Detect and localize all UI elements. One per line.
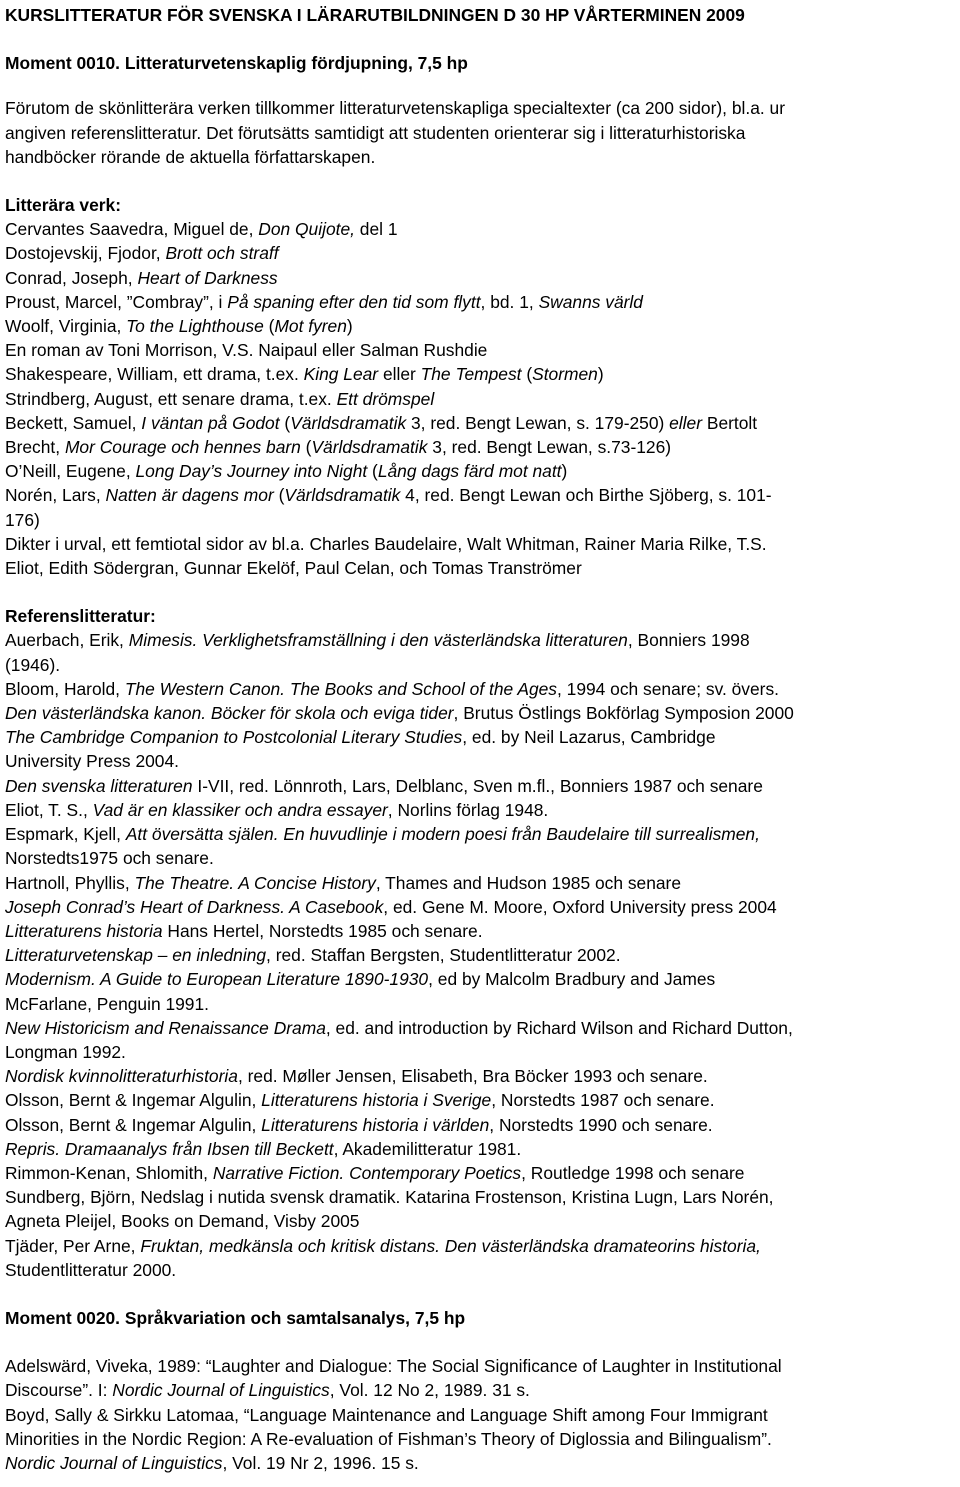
entry-text: ( bbox=[521, 364, 533, 385]
italic-title-text: Swanns värld bbox=[538, 291, 643, 312]
entry-text: Shakespeare, William, ett drama, t.ex. bbox=[5, 364, 304, 385]
italic-title-text: Ett drömspel bbox=[336, 388, 435, 409]
entry-text: del 1 bbox=[354, 219, 398, 240]
italic-title-text: Litteraturens historia bbox=[5, 920, 163, 941]
reference-line bbox=[5, 1354, 955, 1378]
italic-title-text: Litteraturvetenskap – en inledning bbox=[5, 945, 267, 966]
entry-text: , Bonniers 1998 bbox=[627, 630, 750, 651]
italic-title-text: eller bbox=[669, 412, 703, 433]
entry-text: , Vol. 12 No 2, 1989. 31 s. bbox=[329, 1380, 530, 1401]
italic-title-text: Mot fyren bbox=[274, 316, 347, 337]
reference-line bbox=[5, 749, 955, 773]
italic-title-text: Joseph Conrad’s Heart of Darkness. A Casebook bbox=[5, 896, 384, 917]
italic-title-text: Världsdramatik bbox=[311, 437, 428, 458]
reference-line bbox=[5, 1113, 955, 1137]
entry-text: ( bbox=[263, 316, 275, 337]
italic-title-text: Den västerländska kanon. Böcker för skola och eviga tider bbox=[5, 703, 454, 724]
entry-text: , Brutus Östlings Bokförlag Symposion 2000 bbox=[453, 703, 794, 724]
reference-line bbox=[5, 1064, 955, 1088]
reference-line bbox=[5, 1185, 955, 1209]
literary-works-heading: Litterära verk: bbox=[5, 195, 121, 216]
italic-title-text: Repris. Dramaanalys från Ibsen till Beckett bbox=[5, 1138, 334, 1159]
entry-text: Brecht, bbox=[5, 437, 65, 458]
entry-text: , Routledge 1998 och senare bbox=[521, 1162, 745, 1183]
entry-text: , Norstedts 1987 och senare. bbox=[491, 1090, 715, 1111]
entry-text: 176) bbox=[5, 509, 40, 530]
entry-text: ) bbox=[561, 461, 568, 482]
literary-work-line bbox=[5, 508, 955, 532]
reference-line bbox=[5, 798, 955, 822]
entry-text: Eliot, T. S., bbox=[5, 799, 93, 820]
entry-text: ( bbox=[367, 461, 378, 482]
entry-text: Discourse”. I: bbox=[5, 1380, 113, 1401]
reference-line bbox=[5, 846, 955, 870]
literary-work-line bbox=[5, 266, 955, 290]
entry-text: , Norlins förlag 1948. bbox=[387, 799, 549, 820]
intro-line: Förutom de skönlitterära verken tillkommer litteraturvetenskapliga specialtexter (ca 200 sidor), bl.a. ur bbox=[5, 98, 786, 119]
entry-text: Olsson, Bernt & Ingemar Algulin, bbox=[5, 1114, 262, 1135]
italic-title-text: I väntan på Godot bbox=[141, 412, 280, 433]
italic-title-text: Modernism. A Guide to European Literature 1890-1930 bbox=[5, 969, 429, 990]
moment-2-reference-list bbox=[5, 1354, 955, 1475]
reference-line bbox=[5, 1234, 955, 1258]
literary-work-line bbox=[5, 387, 955, 411]
reference-line bbox=[5, 1258, 955, 1282]
entry-text: , ed. and introduction by Richard Wilson and Richard Dutton, bbox=[325, 1017, 793, 1038]
entry-text: Olsson, Bernt & Ingemar Algulin, bbox=[5, 1090, 262, 1111]
entry-text: Norén, Lars, bbox=[5, 485, 106, 506]
reference-line bbox=[5, 871, 955, 895]
reference-line bbox=[5, 725, 955, 749]
italic-title-text: Världsdramatik bbox=[290, 412, 407, 433]
reference-line bbox=[5, 943, 955, 967]
reference-line bbox=[5, 1161, 955, 1185]
reference-line bbox=[5, 774, 955, 798]
italic-title-text: Vad är en klassiker och andra essayer bbox=[92, 799, 388, 820]
italic-title-text: Nordisk kvinnolitteraturhistoria bbox=[5, 1066, 238, 1087]
intro-line: angiven referenslitteratur. Det förutsätts samtidigt att studenten orienterar sig i litteraturhistoriska bbox=[5, 122, 746, 143]
reference-line bbox=[5, 1016, 955, 1040]
moment-1-heading: Moment 0010. Litteraturvetenskaplig fördjupning, 7,5 hp bbox=[5, 53, 468, 74]
italic-title-text: Mimesis. Verklighetsframställning i den västerländska litteraturen bbox=[128, 630, 628, 651]
reference-line bbox=[5, 967, 955, 991]
entry-text: Woolf, Virginia, bbox=[5, 316, 127, 337]
entry-text: Bertolt bbox=[702, 412, 758, 433]
literary-work-line bbox=[5, 459, 955, 483]
reference-literature-list bbox=[5, 628, 955, 1281]
entry-text: , Vol. 19 Nr 2, 1996. 15 s. bbox=[222, 1452, 419, 1473]
entry-text: Bloom, Harold, bbox=[5, 678, 125, 699]
entry-text: Dikter i urval, ett femtiotal sidor av bl.a. Charles Baudelaire, Walt Whitman, Rainer Maria Rilke, T.S. bbox=[5, 533, 767, 554]
literary-work-line bbox=[5, 314, 955, 338]
italic-title-text: The Tempest bbox=[420, 364, 522, 385]
entry-text: , bd. 1, bbox=[480, 291, 539, 312]
entry-text: Norstedts1975 och senare. bbox=[5, 848, 214, 869]
reference-line bbox=[5, 1451, 955, 1475]
reference-line bbox=[5, 822, 955, 846]
reference-line bbox=[5, 1427, 955, 1451]
italic-title-text: Stormen bbox=[532, 364, 598, 385]
entry-text: 3, red. Bengt Lewan, s.73-126) bbox=[427, 437, 672, 458]
entry-text: Espmark, Kjell, bbox=[5, 824, 126, 845]
entry-text: 3, red. Bengt Lewan, s. 179-250) bbox=[406, 412, 670, 433]
document-title: KURSLITTERATUR FÖR SVENSKA I LÄRARUTBILDNINGEN D 30 HP VÅRTERMINEN 2009 bbox=[5, 5, 745, 25]
entry-text: Eliot, Edith Södergran, Gunnar Ekelöf, Paul Celan, och Tomas Tranströmer bbox=[5, 558, 582, 579]
italic-title-text: Mor Courage och hennes barn bbox=[64, 437, 301, 458]
literary-works-list bbox=[5, 217, 955, 580]
entry-text: , Akademilitteratur 1981. bbox=[333, 1138, 522, 1159]
entry-text: 4, red. Bengt Lewan och Birthe Sjöberg, s. 101- bbox=[400, 485, 772, 506]
italic-title-text: Heart of Darkness bbox=[137, 267, 278, 288]
entry-text: , ed. by Neil Lazarus, Cambridge bbox=[462, 727, 716, 748]
reference-line bbox=[5, 1378, 955, 1402]
entry-text: ( bbox=[300, 437, 312, 458]
entry-text: Dostojevskij, Fjodor, bbox=[5, 243, 166, 264]
italic-title-text: Lång dags färd mot natt bbox=[377, 461, 562, 482]
intro-line: handböcker rörande de aktuella författarskapen. bbox=[5, 146, 376, 167]
reference-line bbox=[5, 1209, 955, 1233]
entry-text: Conrad, Joseph, bbox=[5, 267, 138, 288]
italic-title-text: The Western Canon. The Books and School of the Ages bbox=[124, 678, 557, 699]
moment-2-heading: Moment 0020. Språkvariation och samtalsanalys, 7,5 hp bbox=[5, 1307, 466, 1328]
entry-text: , red. Staffan Bergsten, Studentlitteratur 2002. bbox=[266, 945, 621, 966]
reference-line bbox=[5, 919, 955, 943]
italic-title-text: To the Lighthouse bbox=[126, 316, 264, 337]
italic-title-text: The Theatre. A Concise History bbox=[134, 872, 376, 893]
reference-line bbox=[5, 628, 955, 652]
entry-text: , Norstedts 1990 och senare. bbox=[489, 1114, 713, 1135]
entry-text: Rimmon-Kenan, Shlomith, bbox=[5, 1162, 213, 1183]
italic-title-text: Nordic Journal of Linguistics bbox=[112, 1380, 330, 1401]
italic-title-text: På spaning efter den tid som flytt bbox=[227, 291, 481, 312]
entry-text: Sundberg, Björn, Nedslag i nutida svensk dramatik. Katarina Frostenson, Kristina Lugn, Lars Norén, bbox=[5, 1187, 774, 1208]
entry-text: Beckett, Samuel, bbox=[5, 412, 142, 433]
literary-work-line bbox=[5, 556, 955, 580]
italic-title-text: Världsdramatik bbox=[284, 485, 401, 506]
entry-text: Auerbach, Erik, bbox=[5, 630, 129, 651]
literary-work-line bbox=[5, 241, 955, 265]
literary-work-line bbox=[5, 435, 955, 459]
italic-title-text: Fruktan, medkänsla och kritisk distans. Den västerländska dramateorins historia, bbox=[140, 1235, 761, 1256]
italic-title-text: The Cambridge Companion to Postcolonial Literary Studies bbox=[5, 727, 463, 748]
entry-text: (1946). bbox=[5, 654, 61, 675]
italic-title-text: Don Quijote, bbox=[258, 219, 355, 240]
italic-title-text: Litteraturens historia i Sverige bbox=[261, 1090, 492, 1111]
entry-text: ) bbox=[597, 364, 604, 385]
entry-text: , ed. Gene M. Moore, Oxford University press 2004 bbox=[383, 896, 777, 917]
italic-title-text: Brott och straff bbox=[165, 243, 279, 264]
entry-text: ) bbox=[346, 316, 353, 337]
literary-work-line bbox=[5, 483, 955, 507]
entry-text: Agneta Pleijel, Books on Demand, Visby 2005 bbox=[5, 1211, 360, 1232]
italic-title-text: Den svenska litteraturen bbox=[5, 775, 193, 796]
entry-text: Cervantes Saavedra, Miguel de, bbox=[5, 219, 259, 240]
reference-line bbox=[5, 1088, 955, 1112]
italic-title-text: Natten är dagens mor bbox=[105, 485, 274, 506]
reference-line bbox=[5, 1137, 955, 1161]
italic-title-text: Nordic Journal of Linguistics bbox=[5, 1452, 223, 1473]
reference-line bbox=[5, 677, 955, 701]
reference-line bbox=[5, 992, 955, 1016]
entry-text: Boyd, Sally & Sirkku Latomaa, “Language Maintenance and Language Shift among Four Immigrant bbox=[5, 1404, 768, 1425]
entry-text: , ed by Malcolm Bradbury and James bbox=[428, 969, 716, 990]
literary-work-line bbox=[5, 411, 955, 435]
entry-text: Strindberg, August, ett senare drama, t.ex. bbox=[5, 388, 337, 409]
entry-text: ( bbox=[273, 485, 285, 506]
entry-text: Tjäder, Per Arne, bbox=[5, 1235, 141, 1256]
reference-line bbox=[5, 1403, 955, 1427]
entry-text: McFarlane, Penguin 1991. bbox=[5, 993, 209, 1014]
entry-text: Longman 1992. bbox=[5, 1041, 126, 1062]
italic-title-text: King Lear bbox=[303, 364, 379, 385]
entry-text: O’Neill, Eugene, bbox=[5, 461, 136, 482]
entry-text: Adelswärd, Viveka, 1989: “Laughter and Dialogue: The Social Significance of Laughter in Institutional bbox=[5, 1356, 782, 1377]
entry-text: eller bbox=[378, 364, 421, 385]
entry-text: , red. Møller Jensen, Elisabeth, Bra Böcker 1993 och senare. bbox=[237, 1066, 708, 1087]
reference-line bbox=[5, 653, 955, 677]
literary-work-line bbox=[5, 532, 955, 556]
entry-text: University Press 2004. bbox=[5, 751, 179, 772]
literary-work-line bbox=[5, 290, 955, 314]
entry-text: Proust, Marcel, ”Combray”, i bbox=[5, 291, 228, 312]
italic-title-text: Att översätta själen. En huvudlinje i modern poesi från Baudelaire till surrealismen, bbox=[125, 824, 760, 845]
moment-1-intro bbox=[5, 96, 955, 169]
entry-text: En roman av Toni Morrison, V.S. Naipaul eller Salman Rushdie bbox=[5, 340, 488, 361]
entry-text: , 1994 och senare; sv. övers. bbox=[556, 678, 779, 699]
italic-title-text: Narrative Fiction. Contemporary Poetics bbox=[212, 1162, 522, 1183]
reference-line bbox=[5, 895, 955, 919]
reference-line bbox=[5, 1040, 955, 1064]
entry-text: Studentlitteratur 2000. bbox=[5, 1259, 177, 1280]
literary-work-line bbox=[5, 362, 955, 386]
entry-text: , Thames and Hudson 1985 och senare bbox=[375, 872, 682, 893]
reference-literature-heading: Referenslitteratur: bbox=[5, 606, 156, 627]
literary-work-line bbox=[5, 338, 955, 362]
italic-title-text: Litteraturens historia i världen bbox=[261, 1114, 490, 1135]
literary-work-line bbox=[5, 217, 955, 241]
entry-text: ( bbox=[279, 412, 291, 433]
reference-line bbox=[5, 701, 955, 725]
italic-title-text: Long Day’s Journey into Night bbox=[135, 461, 368, 482]
entry-text: Hans Hertel, Norstedts 1985 och senare. bbox=[162, 920, 483, 941]
entry-text: I-VII, red. Lönnroth, Lars, Delblanc, Sven m.fl., Bonniers 1987 och senare bbox=[192, 775, 763, 796]
entry-text: Hartnoll, Phyllis, bbox=[5, 872, 135, 893]
italic-title-text: New Historicism and Renaissance Drama bbox=[5, 1017, 326, 1038]
entry-text: Minorities in the Nordic Region: A Re-evaluation of Fishman’s Theory of Diglossia and Bilingualism”. bbox=[5, 1428, 772, 1449]
